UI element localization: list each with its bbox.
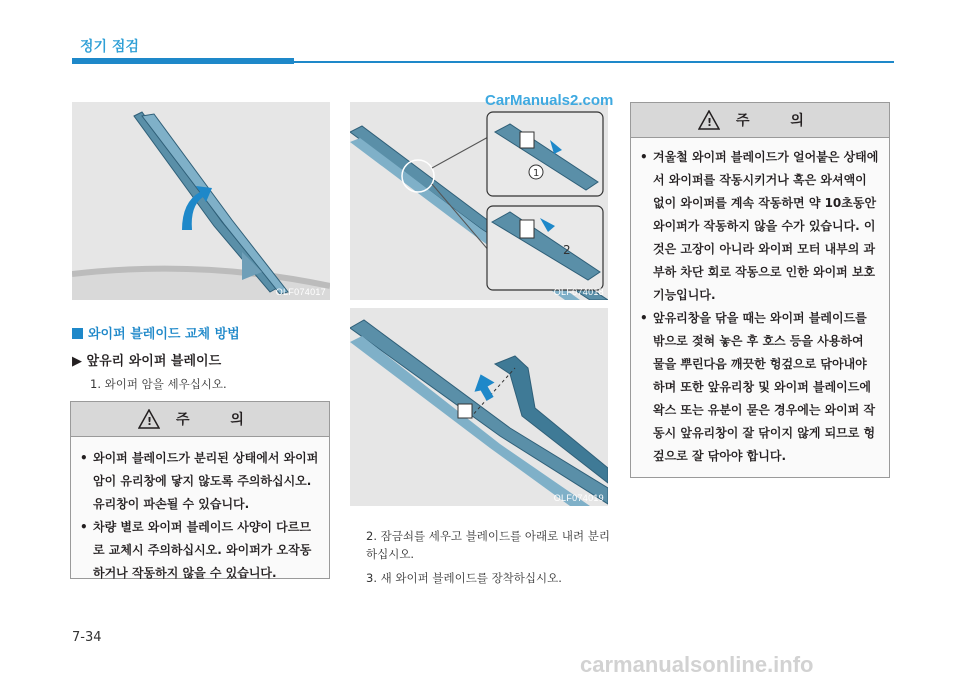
caution-bullet: • 겨울철 와이퍼 블레이드가 얼어붙은 상태에서 와이퍼를 작동시키거나 혹은 와셔액이 없이 와이퍼를 계속 작동하면 약 10초동안 와이퍼가 작동하지 않을 수가 있습니다. 이것은 고장이 아니라 와이퍼 모터 내부의 과부하 차단 회로 작동으로 인한 와이퍼 보호 기능입니다.: [637, 146, 879, 307]
footer-watermark: carmanualsonline.info: [580, 652, 814, 677]
header-rule-thick: [72, 58, 294, 64]
caution-bullet: • 앞유리창을 닦을 때는 와이퍼 블레이드를 밖으로 젖혀 놓은 후 호스 등을 사용하여 물을 뿌린다음 깨끗한 헝겊으로 닦아내야 하며 또한 앞유리창 및 와이퍼 블레이드에 왁스 또는 유분이 묻은 경우에는 와이퍼 작동시 앞유리창이 잘 닦이지 않게 되므로 헝겊으로 잘 닦아야 합니다.: [637, 307, 879, 468]
caution-title: 주 의: [736, 113, 822, 129]
step-2: 2. 잠금쇠를 세우고 블레이드를 아래로 내려 분리하십시오.: [366, 529, 610, 561]
figure-blade-removal: [350, 308, 608, 506]
step-1: 1. 와이퍼 암을 세우십시오.: [90, 377, 227, 391]
figure-code: OLF074019: [553, 493, 604, 503]
caution-box-right: [630, 102, 890, 478]
section-header-title: 정기 점검: [80, 39, 139, 55]
caution-bullet: • 와이퍼 블레이드가 분리된 상태에서 와이퍼 암이 유리창에 닿지 않도록 주의하십시오. 유리창이 파손될 수 있습니다.: [77, 447, 319, 516]
triangle-right-icon: ▶: [72, 354, 87, 369]
figure-lock-lever: [350, 102, 608, 300]
caution-header: [71, 402, 329, 437]
caution-bullet: • 차량 별로 와이퍼 블레이드 사양이 다르므로 교체시 주의하십시오. 와이퍼가 오작동하거나 작동하지 않을 수 있습니다.: [77, 516, 319, 585]
svg-text:!: !: [707, 116, 713, 129]
section-title-text: 와이퍼 블레이드 교체 방법: [88, 327, 240, 342]
warning-triangle-icon: [698, 110, 720, 130]
caution-header: [631, 103, 889, 138]
step-3: 3. 새 와이퍼 블레이드를 장착하십시오.: [366, 571, 562, 585]
warning-triangle-icon: [138, 409, 160, 429]
page-number: 7-34: [72, 630, 102, 645]
section-title: [72, 323, 240, 342]
sub-title-text: 앞유리 와이퍼 블레이드: [86, 354, 222, 369]
svg-text:!: !: [147, 415, 153, 428]
figure-code: OLF074017: [275, 287, 326, 297]
header-rule-thin: [294, 61, 894, 63]
caution-box-left: [70, 401, 330, 579]
callout-1: 1: [533, 168, 540, 179]
caution-title: 주 의: [176, 412, 262, 428]
sub-title: [72, 350, 221, 369]
section-square-icon: [72, 328, 83, 339]
figure-code: OLF074018: [553, 287, 604, 297]
figure-wiper-arm-raised: [72, 102, 330, 300]
watermark-text: CarManuals2.com: [485, 92, 614, 109]
callout-2: 2: [563, 243, 571, 257]
